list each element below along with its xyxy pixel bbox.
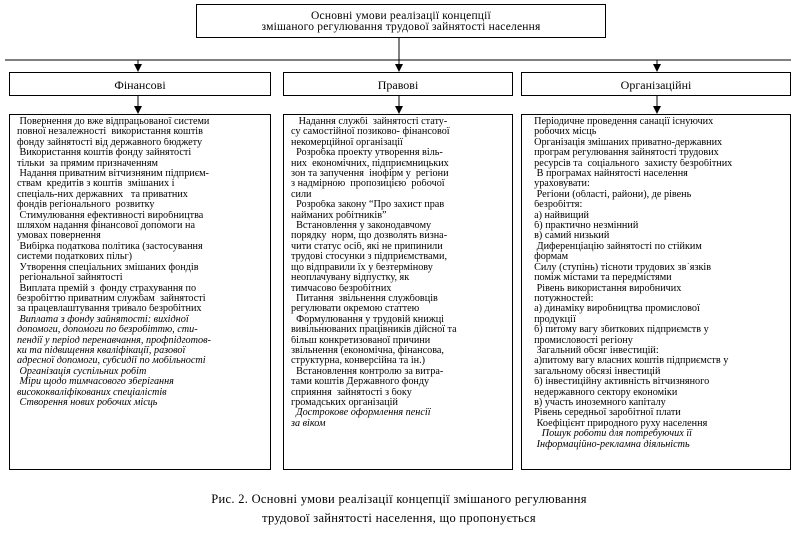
measure-line: Рівень використання виробничих (529, 283, 682, 294)
measure-line: порядку норм, що дозволять визна- (291, 231, 448, 242)
measure-line: неоплачувану відпустку, як (291, 273, 410, 284)
category-organizational-label: Організаційні (620, 78, 692, 92)
category-financial-box (9, 72, 271, 96)
measure-line: поміж містами та передмістями (529, 273, 672, 284)
category-organizational-box (521, 72, 791, 96)
measure-line: пендії у період перенавчання, профпідготов- (17, 335, 211, 346)
measure-line: Використання коштів фонду зайнятості (17, 148, 192, 159)
figure-caption (0, 490, 798, 528)
measure-line: В програмах найнятості населення (529, 169, 688, 180)
measure-line: них економічних, підприємницьких (291, 158, 449, 169)
measure-line: Організація суспільних робіт (17, 366, 147, 377)
measure-line: Пошук роботи для потребуючих її (529, 429, 692, 440)
measure-line: адресної допомоги, субсидії по мобільності (17, 356, 206, 367)
measure-line: Виплата премій з фонду страхування по (17, 283, 197, 294)
measure-line: некомерційної організації (291, 137, 403, 148)
measure-line: звільнення (економічна, фінансова, (291, 345, 444, 356)
measure-line: регулювати окремою статтею (291, 304, 420, 315)
measure-line: Встановлення контролю за витра- (291, 366, 444, 377)
measure-line: тільки за прямим призначенням (17, 158, 158, 169)
measure-line: Встановлення у законодавчому (291, 221, 432, 232)
measure-line: продукції (529, 314, 576, 325)
measure-line: безробіття: (529, 200, 583, 211)
measure-line: вивільнюваних працівників дійсної та (291, 325, 457, 336)
measure-line: Повернення до вже відпрацьованої системи (17, 117, 210, 127)
measure-line: б) інвестиційну активність вітчизняного (529, 377, 710, 388)
measure-line: а) динаміку виробництва промислової (529, 304, 700, 315)
measure-line: за працевлаштування тривало безробітних (17, 304, 202, 315)
measure-line: Розробка закону “Про захист прав (291, 200, 445, 211)
measure-line: Стимулювання ефективності виробництва (17, 210, 204, 221)
concept-title-box (196, 4, 606, 38)
measure-line: ки та підвищення кваліфікації, разової (17, 345, 186, 356)
measure-line: допомоги, допомоги по безробіттю, сти- (17, 325, 198, 336)
measure-line: зон та запучення інофірм у регіони (291, 169, 449, 180)
measure-line: а)питому вагу власних коштів підприємств у (529, 356, 729, 367)
measure-line: Організація змішаних приватно-державних (529, 137, 723, 148)
measure-line: спеціаль-них державних та приватних (17, 189, 188, 200)
figure-caption-line-1: Рис. 2. Основні умови реалізації концепції змішаного регулювання (211, 492, 587, 506)
measure-line: Утворення спеціальних змішаних фондів (17, 262, 199, 273)
measure-line: умовах повернення (17, 231, 101, 242)
measure-line: ураховувати: (529, 179, 590, 190)
measure-line: більш конкретизованої причини (291, 335, 431, 346)
measure-line: б) практично незмінний (529, 221, 639, 232)
measure-line: а) найвищий (529, 210, 589, 221)
measure-line: трудові стосунки з підприємствами, (291, 252, 447, 263)
organizational-measures-list (521, 114, 791, 470)
measure-line: висококваліфікованих спеціалістів (17, 387, 167, 398)
measure-line: в) самий низький (529, 231, 610, 242)
measure-line: тами коштів Державного фонду (291, 377, 430, 388)
measure-line: робочих місць (529, 127, 597, 138)
measure-line: системи податкових пільг) (17, 252, 133, 263)
figure-caption-line-2: трудової зайнятості населення, що пропонується (262, 511, 536, 525)
measure-line: Вибірка податкова політика (застосування (17, 241, 203, 252)
measure-line: Рівень середньої заробітної плати (529, 408, 681, 419)
measure-line: Періодичне проведення санації існуючих (529, 117, 714, 127)
measure-line: промисловості регіону (529, 335, 633, 346)
measure-line: Загальний обсяг інвестицій: (529, 345, 659, 356)
measure-line: з надмірною пропозицією робочої (291, 179, 445, 190)
measure-line: програм регулювання зайнятості трудових (529, 148, 719, 159)
measure-line: формам (529, 252, 569, 263)
measure-line: Регіони (області, райони), де рівень (529, 189, 692, 200)
measure-line: громадських організацій (291, 397, 398, 408)
measure-line: Виплата з фонду зайнятості: вихідної (17, 314, 189, 325)
measure-line: Дострокове оформлення пенсії (291, 408, 431, 419)
measure-line: сприяння зайнятості з боку (291, 387, 412, 398)
measure-line: ресурсів та соціального захисту безробітних (529, 158, 733, 169)
measure-line: Інформаційно-рекламна діяльність (529, 439, 690, 450)
measure-line: Питання звільнення службовців (291, 293, 438, 304)
measure-line: загальному обсязі інвестицій (529, 366, 661, 377)
measure-line: Силу (ступінь) тісноти трудових зв`язків (529, 262, 712, 273)
measure-line: Створення нових робочих місць (17, 397, 158, 408)
measure-line: Надання приватним вітчизняним підприєм- (17, 169, 209, 180)
measure-line: безробіттю приватним службам зайнятості (17, 293, 206, 304)
measure-line: структурна, конверсійна та ін.) (291, 356, 426, 367)
measure-line: фонду зайнятості від державного бюджету (17, 137, 203, 148)
measure-line: тимчасово безробітних (291, 283, 392, 294)
measure-line: повної незалежності використання коштів (17, 127, 203, 138)
category-legal-box (283, 72, 513, 96)
measure-line: Міри щодо тимчасового зберігання (17, 377, 174, 388)
category-legal-label: Правові (377, 78, 419, 92)
measure-line: Коефіцієнт природного руху населення (529, 418, 708, 429)
measure-line: шляхом надання фінансової допомоги на (17, 221, 196, 232)
measure-line: фондів регіонального розвитку (17, 200, 155, 211)
measure-line: потужностей: (529, 293, 594, 304)
measure-line: Розробка проекту утворення віль- (291, 148, 443, 159)
category-financial-label: Фінансові (114, 78, 166, 92)
measure-line: за віком (291, 418, 326, 429)
measure-line: недержавного сектору економіки (529, 387, 678, 398)
concept-title-line-2: змішаного регулювання трудової зайнятості населення (261, 21, 541, 33)
measure-line: регіональної зайнятості (17, 273, 123, 284)
measure-line: б) питому вагу збиткових підприємств у (529, 325, 709, 336)
measure-line: сили (291, 189, 312, 200)
legal-measures-list (283, 114, 513, 470)
concept-title-line-1: Основні умови реалізації концепції (311, 10, 491, 22)
measure-line: Надання службі зайнятості стату- (291, 117, 448, 127)
measure-line: чити статус осіб, які не припинили (291, 241, 443, 252)
measure-line: Диференціацію зайнятості по стійким (529, 241, 702, 252)
financial-measures-list (9, 114, 271, 470)
measure-line: ствам кредитів з коштів змішаних і (17, 179, 175, 190)
measure-line: в) участь иноземного капіталу (529, 397, 666, 408)
measure-line: Формулювання у трудовій книжці (291, 314, 445, 325)
measure-line: що відправили їх у безтермінову (291, 262, 433, 273)
measure-line: найманих робітників” (291, 210, 387, 221)
measure-line: су самостійної позиково- фінансової (291, 127, 450, 138)
